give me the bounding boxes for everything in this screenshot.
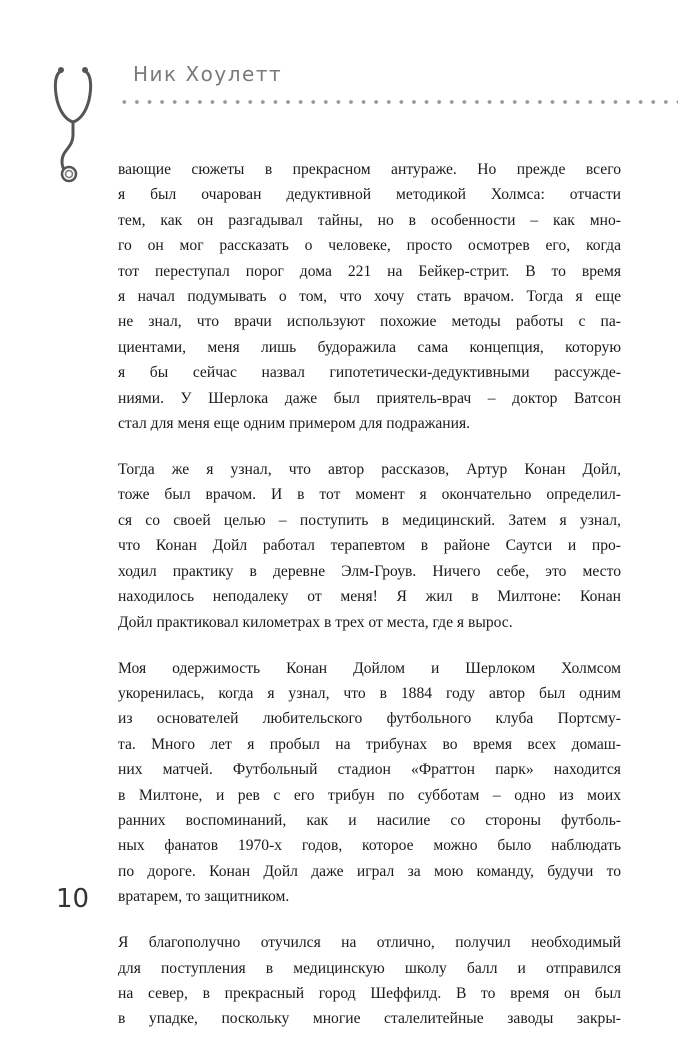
text-line: в Милтоне, и рев с его трибун по субботам – одно из моих: [118, 786, 621, 804]
text-line: на север, в прекрасный город Шеффилд. В то время он был: [118, 984, 621, 1002]
text-line: Дойл практиковал километрах в трех от места, где я вырос.: [118, 613, 513, 631]
paragraph: [118, 656, 621, 910]
text-line: ся со своей целью – поступить в медицинский. Затем я узнал,: [118, 511, 621, 529]
text-line: Моя одержимость Конан Дойлом и Шерлоком Холмсом: [118, 659, 621, 677]
text-line: я бы сейчас назвал гипотетически-дедуктивными рассужде-: [118, 364, 621, 382]
paragraph: [118, 157, 621, 436]
page-number: 10: [56, 884, 90, 914]
text-line: что Конан Дойл работал терапевтом в районе Саутси и про-: [118, 537, 621, 555]
text-line: тоже был врачом. И в тот момент я окончательно определил-: [118, 486, 621, 504]
text-line: находилось неподалеку от меня! Я жил в Милтоне: Конан: [118, 588, 621, 606]
header-dotted-rule: [118, 99, 678, 105]
text-line: я был очарован дедуктивной методикой Холмса: отчасти: [118, 186, 621, 204]
text-line: них матчей. Футбольный стадион «Фраттон парк» находится: [118, 761, 621, 779]
text-line: Я благополучно отучился на отлично, получил необходимый: [118, 934, 621, 952]
text-line: вающие сюжеты в прекрасном антураже. Но прежде всего: [118, 161, 621, 178]
text-line: вратарем, то защитником.: [118, 888, 290, 906]
body-text: [118, 157, 621, 1052]
text-line: тот переступал порог дома 221 на Бейкер-стрит. В то время: [118, 262, 621, 280]
text-line: для поступления в медицинскую школу балл и отправился: [118, 959, 621, 977]
text-line: из основателей любительского футбольного клуба Портсму-: [118, 710, 621, 728]
text-line: Тогда же я узнал, что автор рассказов, Артур Конан Дойл,: [118, 461, 621, 479]
paragraph: [118, 457, 621, 635]
text-line: стал для меня еще одним примером для подражания.: [118, 415, 471, 433]
text-line: ходил практику в деревне Элм-Гроув. Ничего себе, это место: [118, 562, 621, 580]
text-line: не знал, что врачи используют похожие методы работы с па-: [118, 313, 621, 331]
text-line: ных фанатов 1970-х годов, которое можно было наблюдать: [118, 837, 621, 855]
text-line: циентами, меня лишь будоражила сама концепция, которую: [118, 338, 621, 356]
text-line: ранних воспоминаний, как и насилие со стороны футболь-: [118, 811, 621, 829]
stethoscope-icon: [52, 64, 122, 184]
text-line: го он мог рассказать о человеке, просто осмотрев его, когда: [118, 237, 621, 255]
running-header-author: Ник Хоулетт: [133, 62, 283, 86]
paragraph: [118, 930, 621, 1032]
text-line: тем, как он разгадывал тайны, но в особенности – как мно-: [118, 211, 621, 229]
text-line: та. Много лет я пробыл на трибунах во время всех домаш-: [118, 735, 621, 753]
text-line: ниями. У Шерлока даже был приятель-врач – доктор Ватсон: [118, 389, 621, 407]
text-line: я начал подумывать о том, что хочу стать врачом. Тогда я еще: [118, 288, 621, 306]
text-line: в упадке, поскольку многие сталелитейные заводы закры-: [118, 1010, 621, 1028]
text-line: укоренилась, когда я узнал, что в 1884 году автор был одним: [118, 684, 621, 702]
text-line: по дороге. Конан Дойл даже играл за мою команду, будучи то: [118, 862, 621, 880]
